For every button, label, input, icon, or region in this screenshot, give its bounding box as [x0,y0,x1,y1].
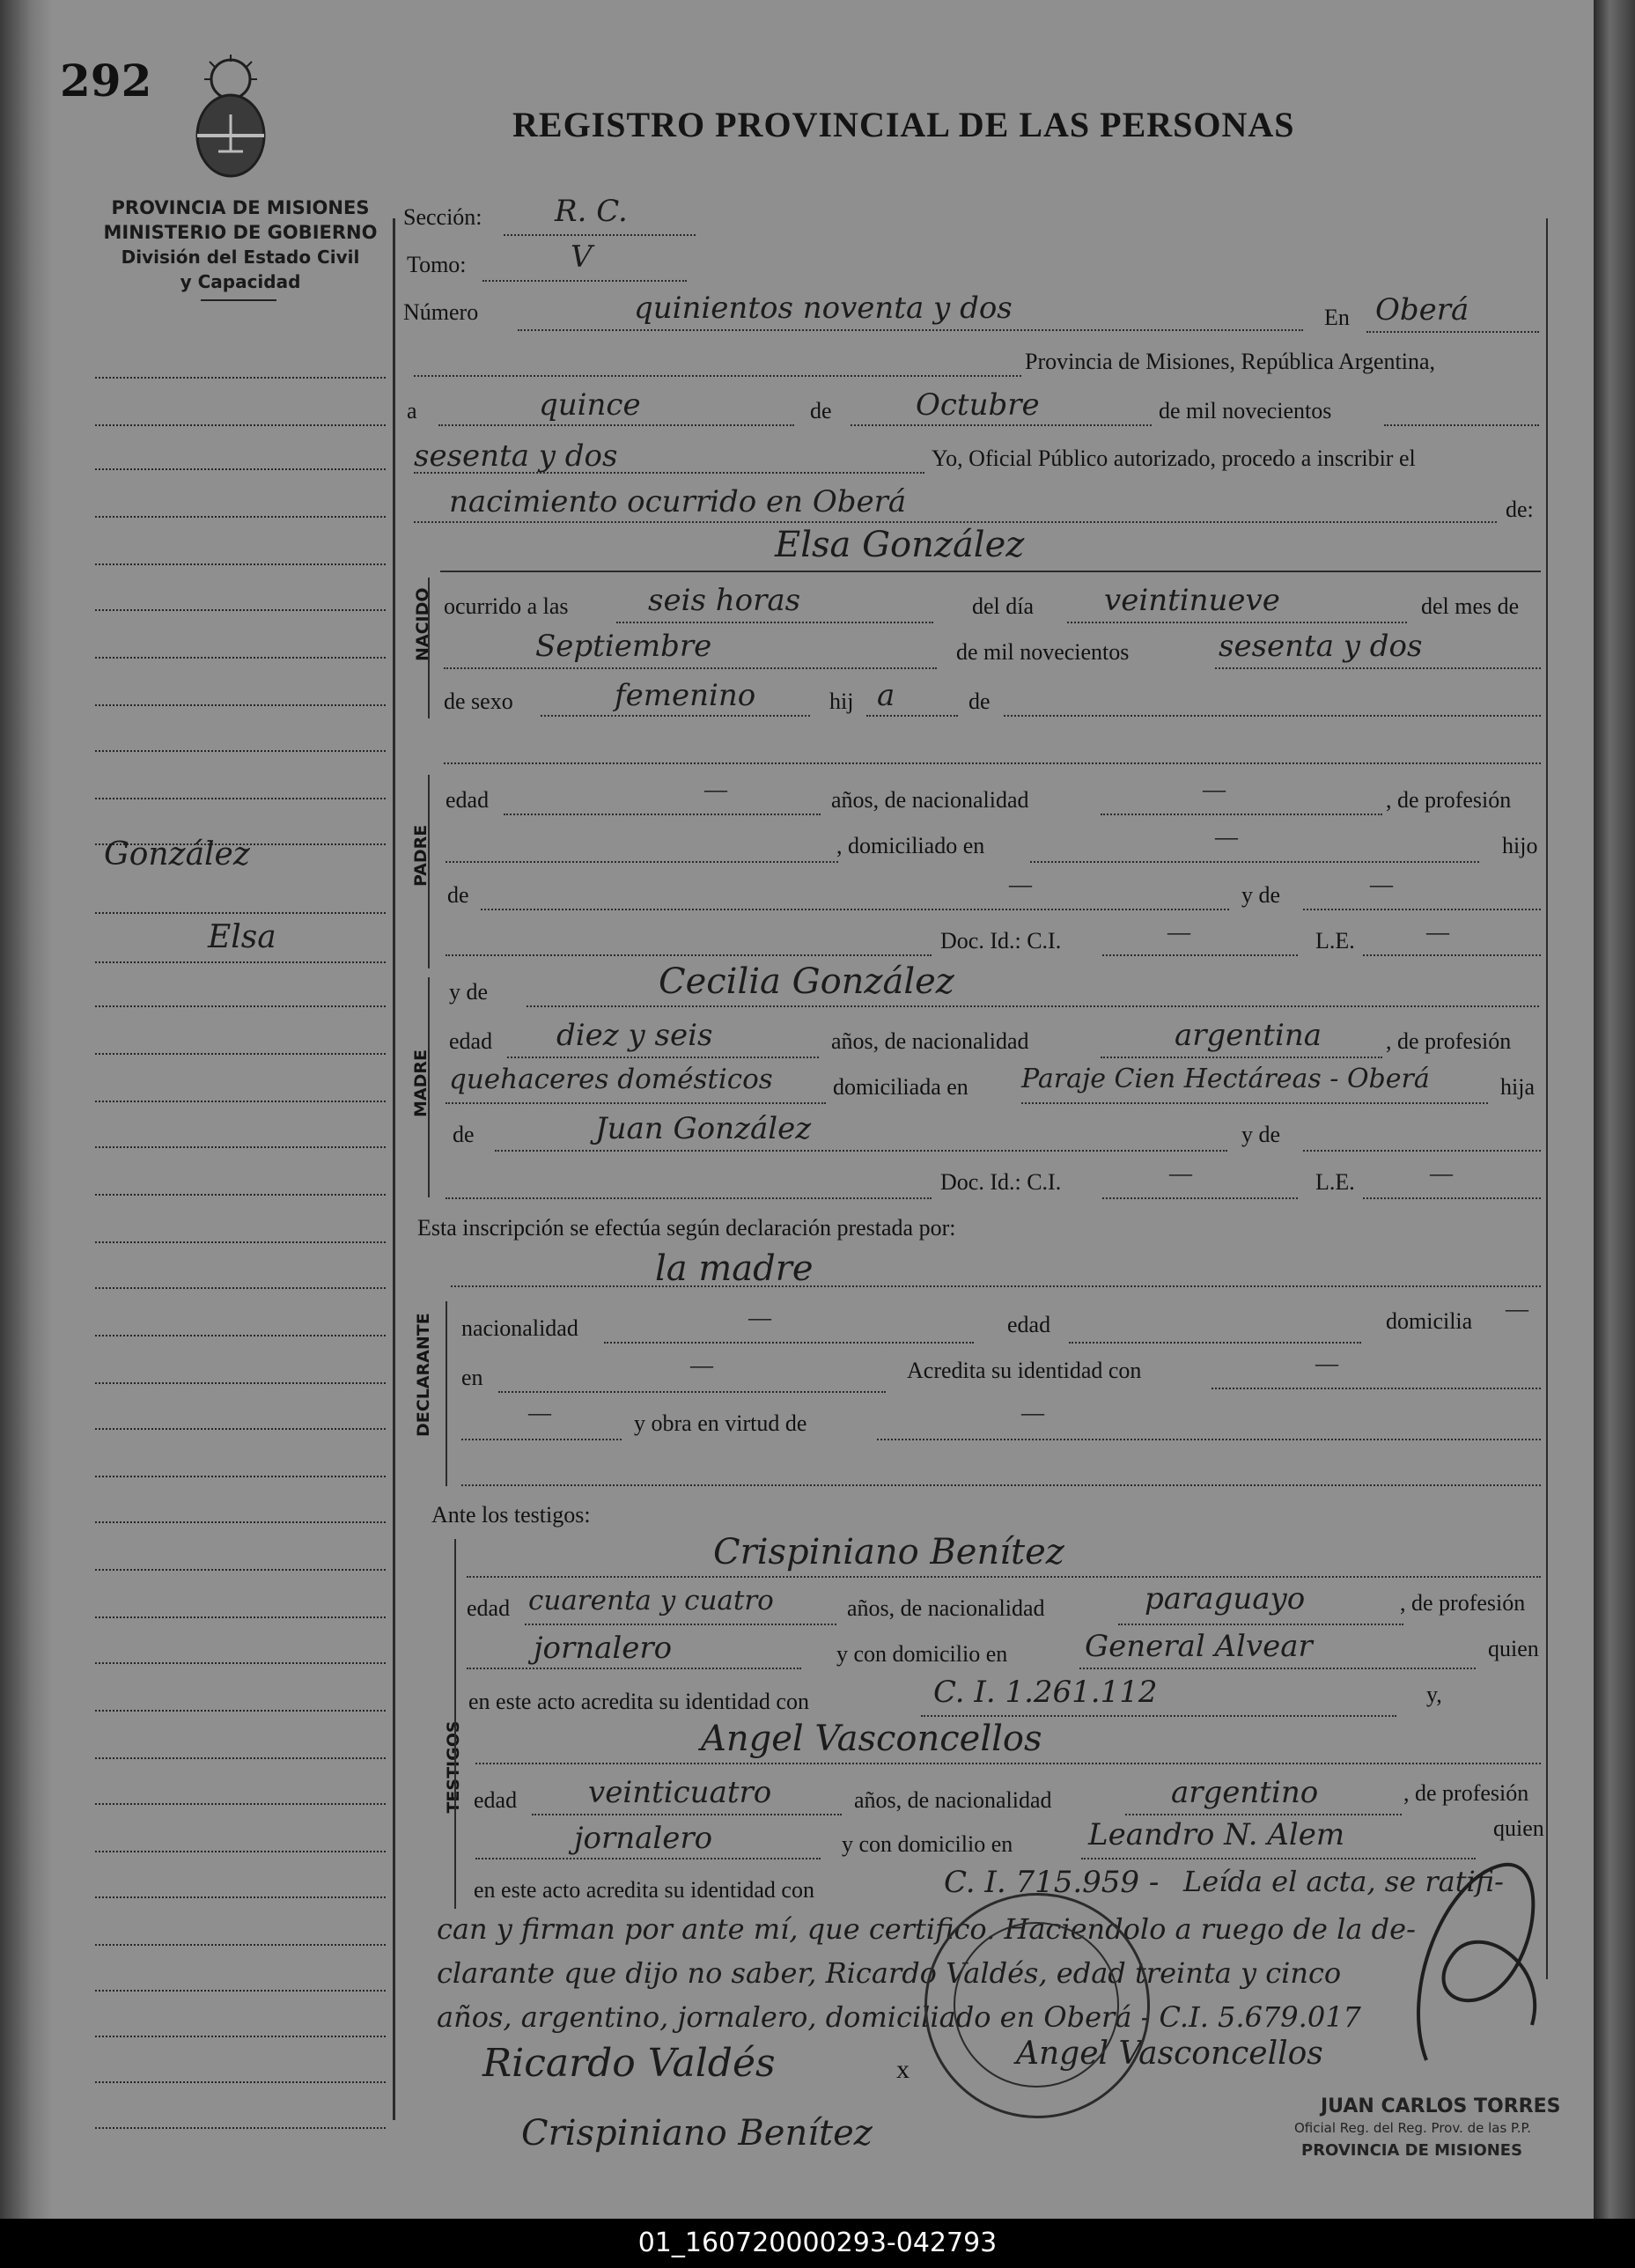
madre-profesion-value: quehaceres domésticos [449,1064,773,1095]
testigo1-nac-value: paraguayo [1145,1581,1306,1616]
stamp-official-role: Oficial Reg. del Reg. Prov. de las P.P. [1294,2120,1532,2136]
mil-novecientos-label: de mil novecientos [1159,398,1332,423]
testigo1-quien-label: quien [1488,1636,1539,1661]
testigo1-doc-value: C. I. 1.261.112 [933,1675,1158,1710]
nombre-inscripto: Elsa González [775,525,1025,565]
en-value: Oberá [1375,292,1469,328]
declarante-en-label: en [461,1365,483,1390]
madre-de-label: de [453,1122,475,1147]
del-dia-label: del día [972,593,1035,619]
testigo2-dom-value: Leandro N. Alem [1088,1817,1345,1852]
a-label: a [407,398,417,423]
padre-profesion-label: , de profesión [1386,787,1512,813]
nacido-section-label: NACIDO [413,587,432,661]
testigo1-domicilio-label: y con domicilio en [836,1641,1008,1667]
ocurrido-label: ocurrido a las [444,593,569,619]
authority-capacity: y Capacidad [180,271,301,292]
madre-domiciliada-label: domiciliada en [833,1074,968,1100]
testigo1-edad-value: cuarenta y cuatro [528,1585,774,1616]
scan-footer-id: 01_160720000293-042793 [0,2219,1635,2268]
official-round-seal [924,1893,1150,2118]
authority-divider [201,299,276,301]
declarante-acredita-label: Acredita su identidad con [907,1358,1142,1383]
madre-nacionalidad-value: argentina [1175,1018,1322,1053]
testigo2-edad-value: veinticuatro [588,1775,772,1810]
mes-inscripcion-value: Octubre [916,387,1040,423]
closing-line2: can y firman por ante mí, que certifico. Haciendolo a ruego de la de- [437,1912,1416,1946]
de-colon: de: [1506,497,1534,522]
closing-line3: clarante que dijo no saber, Ricardo Valdés, edad treinta y cinco [437,1956,1342,1990]
testigo2-acredita-label: en este acto acredita su identidad con [474,1877,814,1903]
padre-domiciliado-label: , domiciliado en [836,833,985,858]
madre-section-label: MADRE [411,1049,431,1117]
numero-value: quinientos noventa y dos [634,291,1013,326]
testigo1-anios-label: años, de nacionalidad [847,1595,1045,1621]
declarante-nac-dash: — [748,1305,771,1330]
padre-de-label: de [447,882,469,908]
testigo1-profesion-label: , de profesión [1400,1590,1526,1616]
declarante-acr-dash: — [1315,1351,1338,1376]
de-label: de [810,398,832,423]
declarante-section-label: DECLARANTE [414,1313,433,1437]
right-margin-rule [1546,218,1548,1979]
testigo2-doc-value: C. I. 715.959 - [944,1865,1160,1900]
madre-y-de2-label: y de [1241,1122,1281,1147]
padre-anios-label: años, de nacionalidad [831,787,1029,813]
closing-line1: Leída el acta, se ratifi- [1183,1865,1504,1898]
padre-hijo-label: hijo [1502,833,1538,858]
madre-hija-label: hija [1500,1074,1535,1100]
en-label: En [1324,305,1350,330]
padre-section-label: PADRE [411,824,431,887]
declarante-obra-dash: — [1021,1400,1044,1425]
document-title: REGISTRO PROVINCIAL DE LAS PERSONAS [512,105,1295,144]
madre-profesion-label: , de profesión [1386,1028,1512,1054]
declarante-en-dash: — [690,1352,713,1378]
official-signature-flourish [1391,1831,1567,2095]
signature-angel-vasconcellos: Angel Vasconcellos [1016,2036,1323,2072]
testigo1-edad-label: edad [467,1595,511,1621]
mil-novecientos-nac-label: de mil novecientos [956,639,1130,665]
signature-ricardo-valdes: Ricardo Valdés [482,2041,776,2086]
tomo-label: Tomo: [407,252,467,277]
margin-surname: González [104,836,250,873]
authority-ministry: MINISTERIO DE GOBIERNO [103,222,378,243]
testigo1-prof-value: jornalero [534,1631,673,1666]
tomo-value: V [571,239,593,275]
sexo-value: femenino [615,678,756,713]
testigo2-profesion-label: , de profesión [1403,1780,1529,1806]
madre-nombre: Cecilia González [659,961,954,1002]
yo-text: Yo, Oficial Público autorizado, procedo a inscribir el [932,446,1416,471]
padre-doc-label: Doc. Id.: C.I. [940,928,1062,954]
signature-crispiniano-benitez: Crispiniano Benítez [521,2113,873,2154]
madre-edad-label: edad [449,1028,493,1054]
testigo2-anios-label: años, de nacionalidad [854,1787,1052,1813]
testigo2-nombre: Angel Vasconcellos [701,1719,1042,1759]
padre-dom-dash: — [1215,824,1238,850]
coat-of-arms-emblem [183,53,278,183]
declarante-dom-dash: — [1506,1296,1528,1322]
declarante-value: la madre [655,1248,814,1289]
padre-le-label: L.E. [1315,928,1355,954]
testigo2-quien-label: quien [1493,1815,1544,1841]
mes-nacimiento-value: Septiembre [535,629,712,664]
madre-edad-value: diez y seis [556,1018,713,1053]
testigo2-edad-label: edad [474,1787,518,1813]
dia-inscripcion-value: quince [539,387,641,423]
testigo1-dom-value: General Alvear [1085,1629,1313,1664]
testigo1-y-label: y, [1426,1682,1442,1707]
book-binding [0,0,53,2219]
madre-ci-dash: — [1169,1160,1192,1186]
padre-yde-dash: — [1370,872,1393,897]
padre-y-de-label: y de [1241,882,1281,908]
anio-nacimiento-value: sesenta y dos [1219,629,1423,664]
declarante-obra-label: y obra en virtud de [634,1410,807,1436]
declarante-nacionalidad-label: nacionalidad [461,1315,578,1341]
testigo2-nac-value: argentino [1171,1775,1319,1810]
madre-domicilio-value: Paraje Cien Hectáreas - Oberá [1021,1064,1430,1094]
main-margin-rule [393,218,395,2120]
authority-division: División del Estado Civil [121,247,360,268]
nacido-de-label: de [968,688,991,714]
stamp-official-name: JUAN CARLOS TORRES [1321,2095,1561,2117]
dia-nacimiento-value: veintinueve [1104,583,1280,618]
declarante-domicilio-label: domicilia [1386,1308,1473,1334]
testigos-section-label: TESTIGOS [444,1720,463,1814]
madre-le-label: L.E. [1315,1169,1355,1195]
declarante-edad-label: edad [1007,1312,1051,1337]
padre-edad-label: edad [446,787,490,813]
horas-value: seis horas [648,583,801,618]
padre-le-dash: — [1426,919,1449,945]
hij-label: hij [829,688,854,714]
declarante-intro: Esta inscripción se efectúa según declaración prestada por: [417,1215,956,1241]
padre-de-dash: — [1009,872,1032,897]
madre-y-de-label: y de [449,979,489,1005]
hij-value: a [877,678,895,713]
seccion-value: R. C. [555,194,628,229]
seccion-label: Sección: [403,204,482,230]
testigo1-nombre: Crispiniano Benítez [713,1532,1064,1572]
page-number: 292 [60,55,152,107]
padre-edad-dash: — [704,777,727,802]
signature-x-mark: x [896,2055,910,2084]
padre-ci-dash: — [1167,919,1190,945]
testigo2-prof-value: jornalero [574,1821,713,1856]
sexo-label: de sexo [444,688,513,714]
authority-province: PROVINCIA DE MISIONES [111,197,370,218]
closing-line4: años, argentino, jornalero, domiciliado en Oberá - C.I. 5.679.017 [437,2000,1361,2034]
padre-nac-dash: — [1203,777,1226,802]
nacimiento-value: nacimiento ocurrido en Oberá [449,484,907,519]
provincia-text: Provincia de Misiones, República Argentina, [1025,349,1435,374]
testigo2-domicilio-label: y con domicilio en [842,1831,1013,1857]
margin-name: Elsa [208,919,276,955]
stamp-province: PROVINCIA DE MISIONES [1301,2141,1523,2160]
madre-doc-label: Doc. Id.: C.I. [940,1169,1062,1195]
del-mes-label: del mes de [1421,593,1520,619]
anio-inscripcion-value: sesenta y dos [414,438,618,474]
madre-anios-label: años, de nacionalidad [831,1028,1029,1054]
declarante-prefix-dash: — [528,1400,551,1425]
adjacent-page-edge [1594,0,1635,2219]
madre-padre-value: Juan González [595,1111,812,1146]
madre-le-dash: — [1430,1160,1453,1186]
testigo1-acredita-label: en este acto acredita su identidad con [468,1689,809,1714]
numero-label: Número [403,299,479,325]
issuing-authority [95,195,386,294]
testigos-intro: Ante los testigos: [431,1502,591,1528]
